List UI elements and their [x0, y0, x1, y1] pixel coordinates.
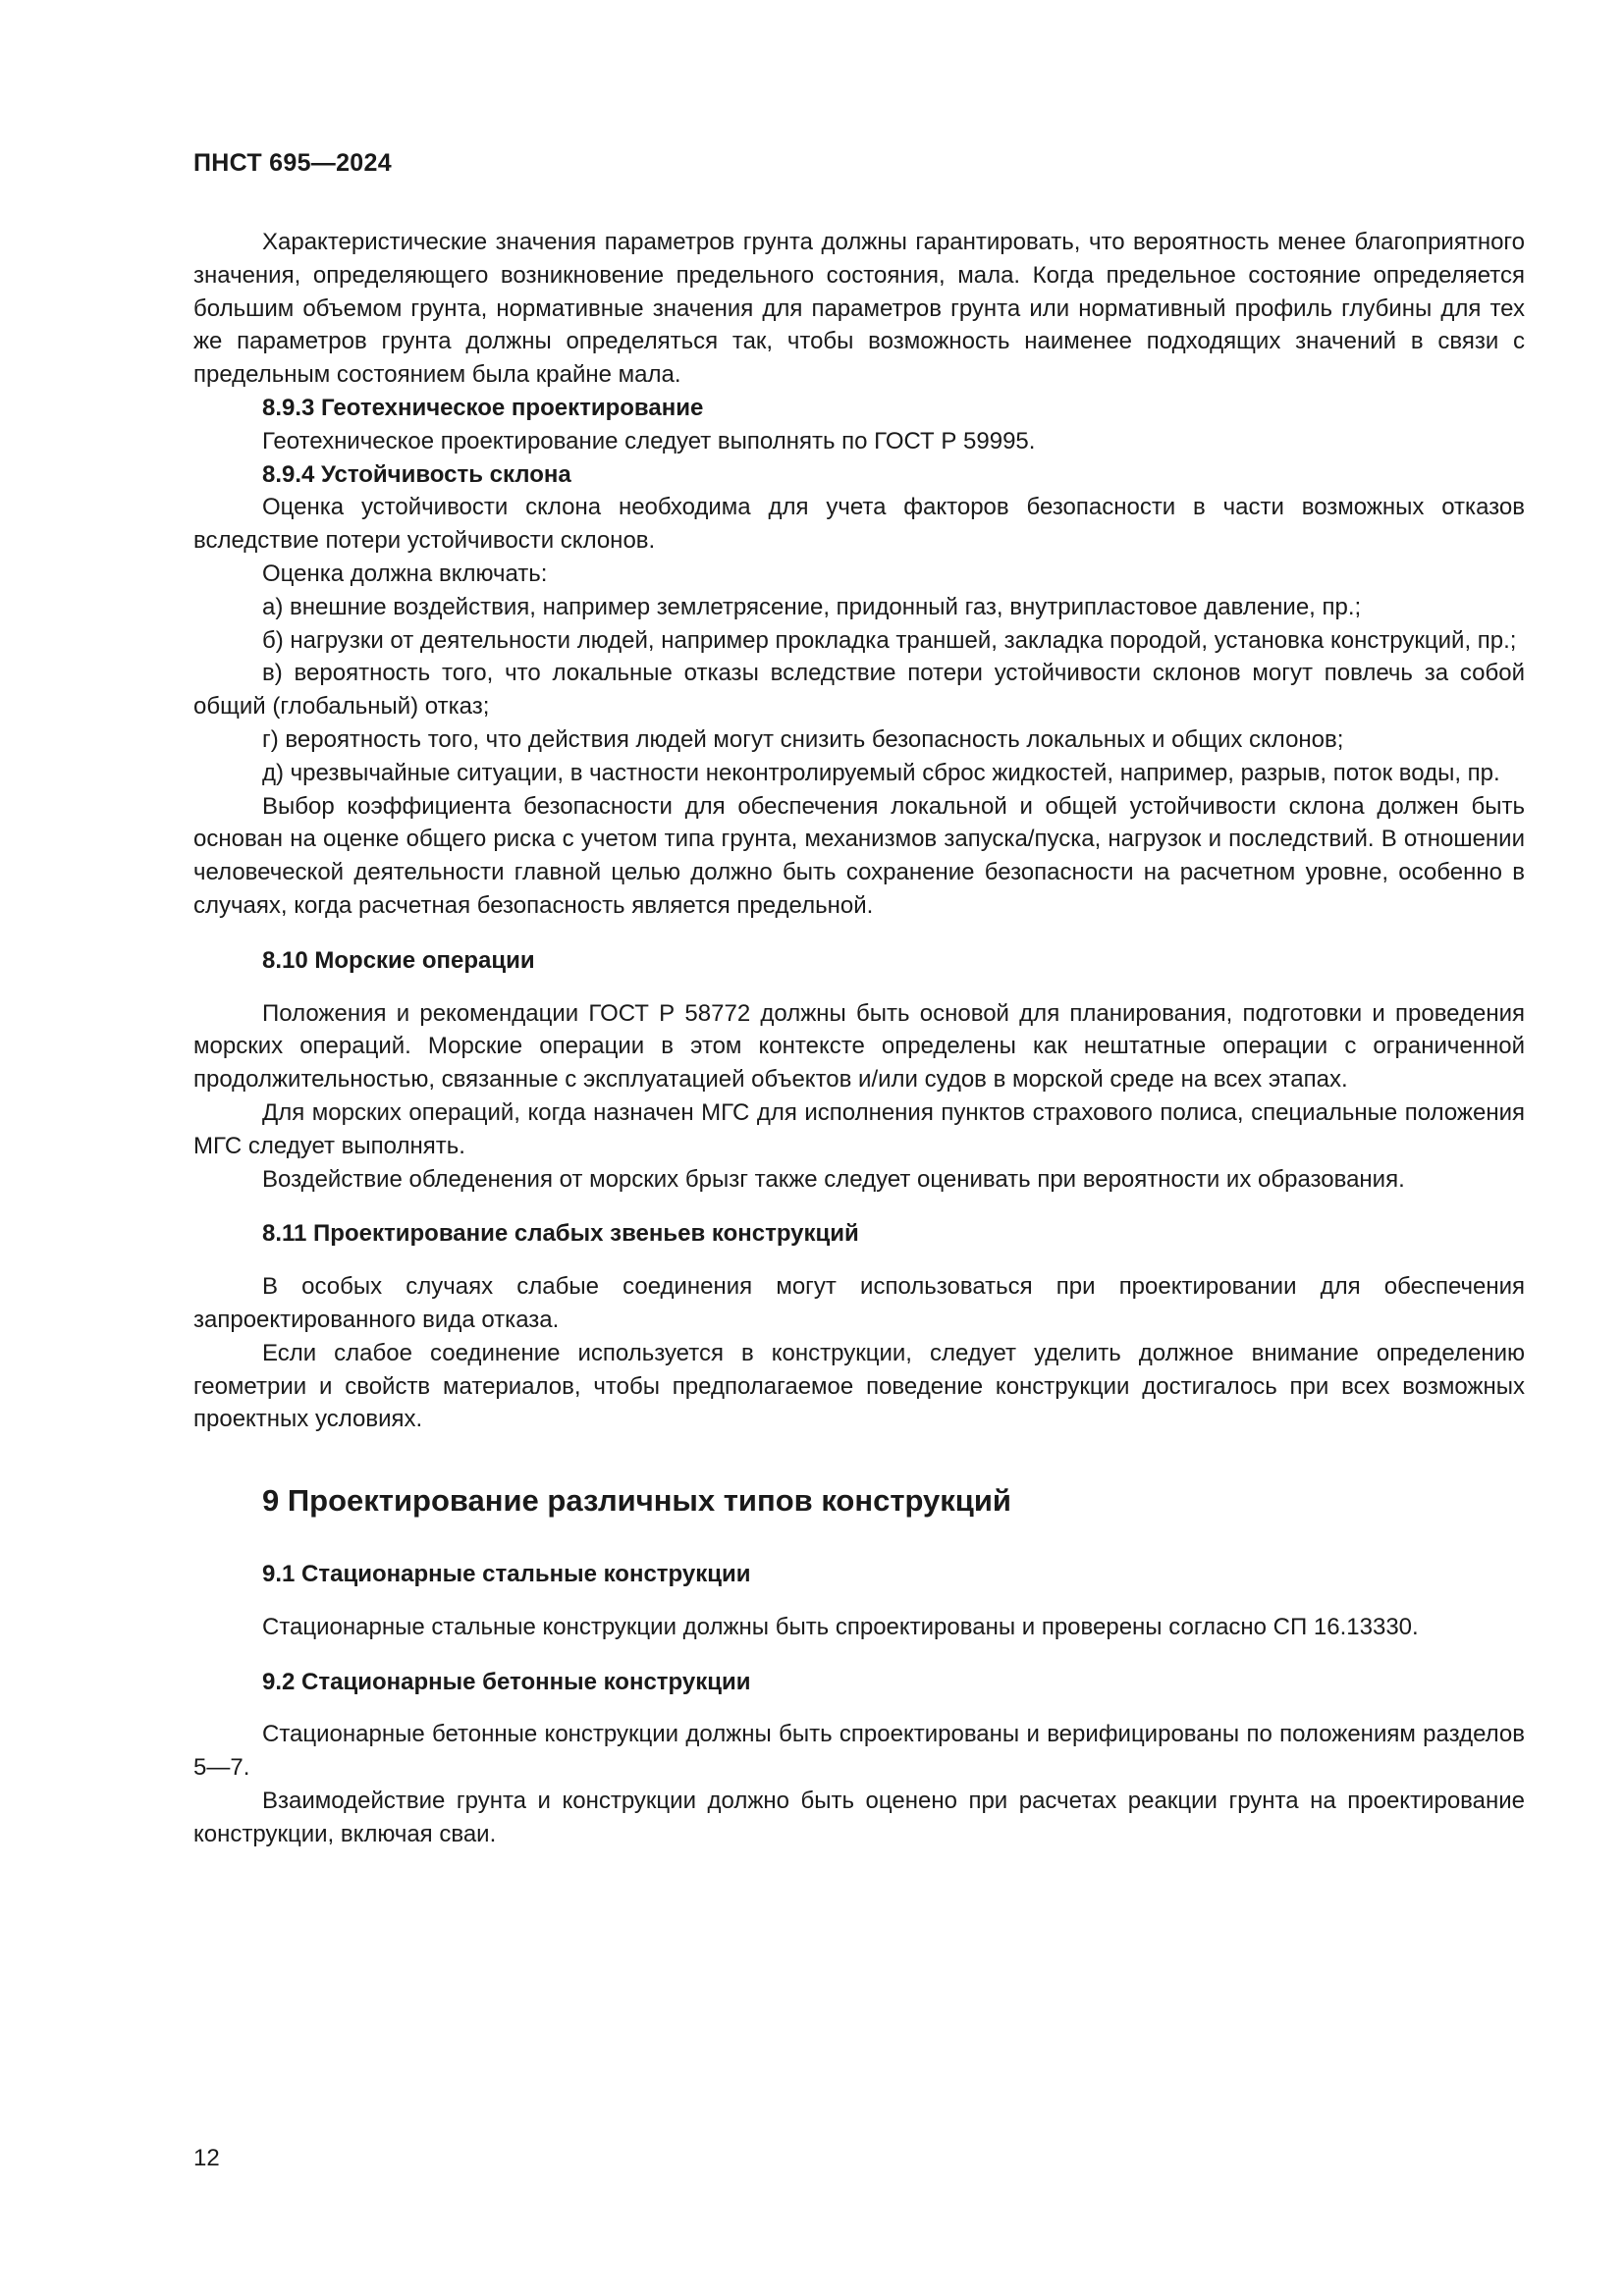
list-item: г) вероятность того, что действия людей могут снизить безопасность локальных и общих склонов; [262, 725, 1344, 753]
page-number: 12 [193, 2145, 220, 2171]
list-item: в) вероятность того, что локальные отказы вследствие потери устойчивости склонов могут повлечь за собой общий (глобальный) отказ; [193, 660, 1525, 721]
subsection-heading-8-9-4: 8.9.4 Устойчивость склона [262, 460, 571, 488]
paragraph: Если слабое соединение используется в конструкции, следует уделить должное внимание определению геометрии и свойств материалов, чтобы предполагаемое поведение конструкции достигалось при всех возможных проектных условиях. [193, 1339, 1525, 1433]
section-heading-9-1: 9.1 Стационарные стальные конструкции [262, 1561, 751, 1588]
paragraph: Стационарные стальные конструкции должны быть спроектированы и проверены согласно СП 16.13330. [262, 1613, 1419, 1640]
list-item: а) внешние воздействия, например землетрясение, придонный газ, внутрипластовое давление, пр.; [262, 593, 1362, 620]
section-heading-8-10: 8.10 Морские операции [262, 946, 535, 974]
paragraph: Положения и рекомендации ГОСТ Р 58772 должны быть основой для планирования, подготовки и проведения морских операций. Морские операции в этом контексте определены как нештатные операции с ограниченной продолжительностью, связанные с эксплуатацией объектов и/или судов в морской среде на всех этапах. [193, 999, 1525, 1094]
paragraph: В особых случаях слабые соединения могут использоваться при проектировании для обеспечения запроектированного вида отказа. [193, 1273, 1525, 1333]
paragraph: Воздействие обледенения от морских брызг также следует оценивать при вероятности их образования. [262, 1165, 1405, 1193]
paragraph: Выбор коэффициента безопасности для обеспечения локальной и общей устойчивости склона должен быть основан на оценке общего риска с учетом типа грунта, механизмов запуска/пуска, нагрузок и последствий. В отношении человеческой деятельности главной целью должно быть сохранение безопасности на расчетном уровне, особенно в случаях, когда расчетная безопасность является предельной. [193, 792, 1525, 919]
paragraph: Характеристические значения параметров грунта должны гарантировать, что вероятность менее благоприятного значения, определяющего возникновение предельного состояния, мала. Когда предельное состояние определяется большим объемом грунта, нормативные значения для параметров грунта или нормативный профиль глубины для тех же параметров грунта должны определяться так, чтобы возможность наименее подходящих значений в связи с предельным состоянием была крайне мала. [193, 229, 1525, 389]
paragraph: Стационарные бетонные конструкции должны быть спроектированы и верифицированы по положениям разделов 5—7. [193, 1721, 1525, 1782]
document-id-header: ПНСТ 695—2024 [193, 149, 392, 177]
chapter-heading-9: 9 Проектирование различных типов конструкций [262, 1483, 1011, 1519]
page-body [193, 226, 1525, 1851]
subsection-heading-8-9-3: 8.9.3 Геотехническое проектирование [262, 394, 704, 421]
section-heading-9-2: 9.2 Стационарные бетонные конструкции [262, 1668, 751, 1695]
section-heading-8-11: 8.11 Проектирование слабых звеньев конструкций [262, 1220, 859, 1248]
paragraph: Взаимодействие грунта и конструкции должно быть оценено при расчетах реакции грунта на проектирование конструкции, включая сваи. [193, 1788, 1525, 1847]
paragraph: Для морских операций, когда назначен МГС для исполнения пунктов страхового полиса, специальные положения МГС следует выполнять. [193, 1098, 1525, 1159]
paragraph: Оценка должна включать: [262, 560, 548, 587]
paragraph: Геотехническое проектирование следует выполнять по ГОСТ Р 59995. [262, 427, 1036, 454]
paragraph: Оценка устойчивости склона необходима для учета факторов безопасности в части возможных отказов вследствие потери устойчивости склонов. [193, 494, 1525, 555]
list-item: б) нагрузки от деятельности людей, например прокладка траншей, закладка породой, установка конструкций, пр.; [262, 626, 1517, 654]
list-item: д) чрезвычайные ситуации, в частности неконтролируемый сброс жидкостей, например, разрыв, поток воды, пр. [262, 759, 1500, 786]
